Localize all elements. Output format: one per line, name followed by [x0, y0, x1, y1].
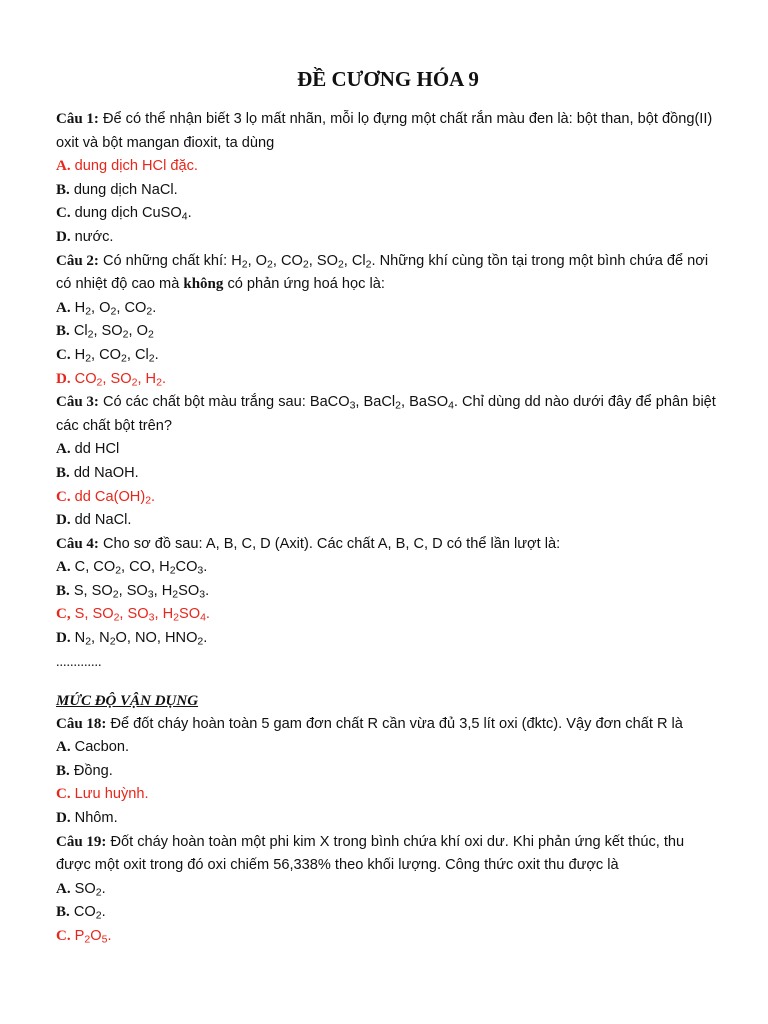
option-text: nước.	[70, 228, 114, 245]
question-stem	[56, 831, 720, 878]
question-text: có phản ứng hoá học là:	[223, 276, 385, 293]
question-stem	[56, 533, 720, 557]
option-text: Lưu huỳnh.	[70, 786, 149, 803]
answer-option	[56, 556, 720, 580]
option-text: Nhôm.	[70, 810, 118, 827]
answer-option-correct	[56, 603, 720, 627]
option-label: B.	[56, 323, 70, 340]
question-block	[56, 250, 720, 392]
questions-part-2	[56, 713, 720, 949]
option-text: $P_2O_5$.	[70, 928, 112, 946]
option-text: $H_2$, $CO_2$, $Cl_2$.	[70, 346, 159, 365]
answer-option	[56, 736, 720, 760]
option-label: B.	[56, 762, 70, 779]
option-label: C.	[56, 346, 71, 363]
question-stem	[56, 391, 720, 438]
answer-option-correct	[56, 925, 720, 949]
option-label: C,	[56, 606, 71, 623]
option-label: D.	[56, 630, 71, 647]
question-label: Câu 3:	[56, 394, 99, 411]
answer-option-correct	[56, 368, 720, 392]
answer-option-correct	[56, 783, 720, 807]
question-block	[56, 108, 720, 250]
option-label: A.	[56, 158, 71, 175]
question-label: Câu 18:	[56, 715, 107, 732]
question-text: Có những chất khí: $H_2$, $O_2$, $CO_2$, $SO_2$, $Cl_2$. Những khí cùng tồn tại trong một bình chứa để nơi có nhiệt độ cao mà	[56, 252, 709, 293]
answer-option	[56, 580, 720, 604]
question-text: Cho sơ đồ sau: A, B, C, D (Axit). Các chất A, B, C, D có thể lần lượt là:	[98, 535, 561, 552]
answer-option	[56, 878, 720, 902]
question-text-emphasis: không	[183, 276, 224, 293]
answer-option	[56, 297, 720, 321]
option-label: B.	[56, 904, 70, 921]
option-text: S, $SO_2$, $SO_3$, $H_2SO_3$.	[69, 582, 210, 601]
answer-option	[56, 807, 720, 831]
question-text: Để có thể nhận biết 3 lọ mất nhãn, mỗi lọ đựng một chất rắn màu đen là: bột than, bột đồng(II) oxit và bột mangan đioxit, ta dùng	[56, 111, 713, 151]
answer-option	[56, 760, 720, 784]
option-text: dd NaOH.	[69, 464, 139, 481]
ellipsis: .............	[56, 654, 102, 670]
option-text: Cacbon.	[70, 739, 130, 756]
option-label: A.	[56, 880, 71, 897]
question-text: Để đốt cháy hoàn toàn 5 gam đơn chất R cần vừa đủ 3,5 lít oxi (đktc). Vậy đơn chất R là	[106, 715, 683, 732]
option-label: A.	[56, 559, 71, 576]
question-label: Câu 2:	[56, 252, 99, 269]
option-label: D.	[56, 512, 71, 529]
option-text: S, $SO_2$, $SO_3$, $H_2SO_4$.	[70, 606, 210, 625]
question-text: Có các chất bột màu trắng sau: BaCO$_3$, BaCl$_2$, BaSO$_4$. Chỉ dùng dd nào dưới đây để phân biệt các chất bột trên?	[56, 394, 716, 434]
answer-option	[56, 901, 720, 925]
answer-option	[56, 202, 720, 226]
option-text: $CO_2$, $SO_2$, $H_2$.	[70, 370, 166, 389]
answer-option	[56, 627, 720, 651]
option-text: $SO_2$.	[70, 880, 106, 899]
question-block	[56, 391, 720, 533]
question-block	[56, 533, 720, 651]
option-text: $H_2$, $O_2$, $CO_2$.	[70, 299, 157, 318]
section-heading: MỨC ĐỘ VẬN DỤNG	[56, 692, 199, 709]
question-block	[56, 713, 720, 831]
option-text: dung dịch CuSO$_4$.	[70, 205, 192, 223]
question-text: Đốt cháy hoàn toàn một phi kim X trong bình chứa khí oxi dư. Khi phản ứng kết thúc, thu được một oxit trong đó oxi chiếm 56,338% theo khối lượng. Công thức oxit thu được là	[56, 833, 685, 874]
option-label: D.	[56, 810, 71, 827]
answer-option	[56, 320, 720, 344]
question-stem	[56, 713, 720, 737]
option-label: A.	[56, 441, 71, 458]
question-label: Câu 4:	[56, 535, 99, 552]
answer-option-correct	[56, 486, 720, 510]
option-label: B.	[56, 582, 70, 599]
option-label: C.	[56, 205, 71, 222]
option-text: C, $CO_2$, CO, $H_2CO_3$.	[70, 559, 208, 577]
question-label: Câu 19:	[56, 833, 107, 850]
document-page	[56, 64, 720, 949]
question-stem	[56, 250, 720, 297]
option-text: dung dịch NaCl.	[69, 181, 178, 198]
option-label: C.	[56, 488, 71, 505]
question-block	[56, 831, 720, 949]
answer-option	[56, 179, 720, 203]
document-title: ĐỀ CƯƠNG HÓA 9	[297, 67, 479, 91]
option-label: C.	[56, 786, 71, 803]
option-text: $CO_2$.	[69, 904, 106, 923]
option-text: $N_2$, $N_2O$, NO, $HNO_2$.	[70, 630, 208, 648]
option-label: A.	[56, 739, 71, 756]
option-text: dd $Ca(OH)_2$.	[70, 488, 156, 507]
answer-option-correct	[56, 155, 720, 179]
option-label: B.	[56, 464, 70, 481]
answer-option	[56, 344, 720, 368]
option-label: D.	[56, 228, 71, 245]
answer-option	[56, 462, 720, 486]
option-text: dd NaCl.	[70, 512, 132, 529]
question-label: Câu 1:	[56, 111, 99, 127]
option-text: dd HCl	[70, 441, 120, 458]
option-label: A.	[56, 299, 71, 316]
option-text: dung dịch HCl đặc.	[70, 158, 198, 175]
option-text: Đồng.	[69, 762, 113, 779]
option-label: B.	[56, 181, 70, 198]
questions-part-1	[56, 108, 720, 651]
question-stem	[56, 108, 720, 155]
option-label: C.	[56, 928, 71, 944]
answer-option	[56, 509, 720, 533]
answer-option	[56, 438, 720, 462]
option-text: $Cl_2$, $SO_2$, $O_2$	[69, 323, 154, 341]
option-label: D.	[56, 370, 71, 387]
answer-option	[56, 226, 720, 250]
